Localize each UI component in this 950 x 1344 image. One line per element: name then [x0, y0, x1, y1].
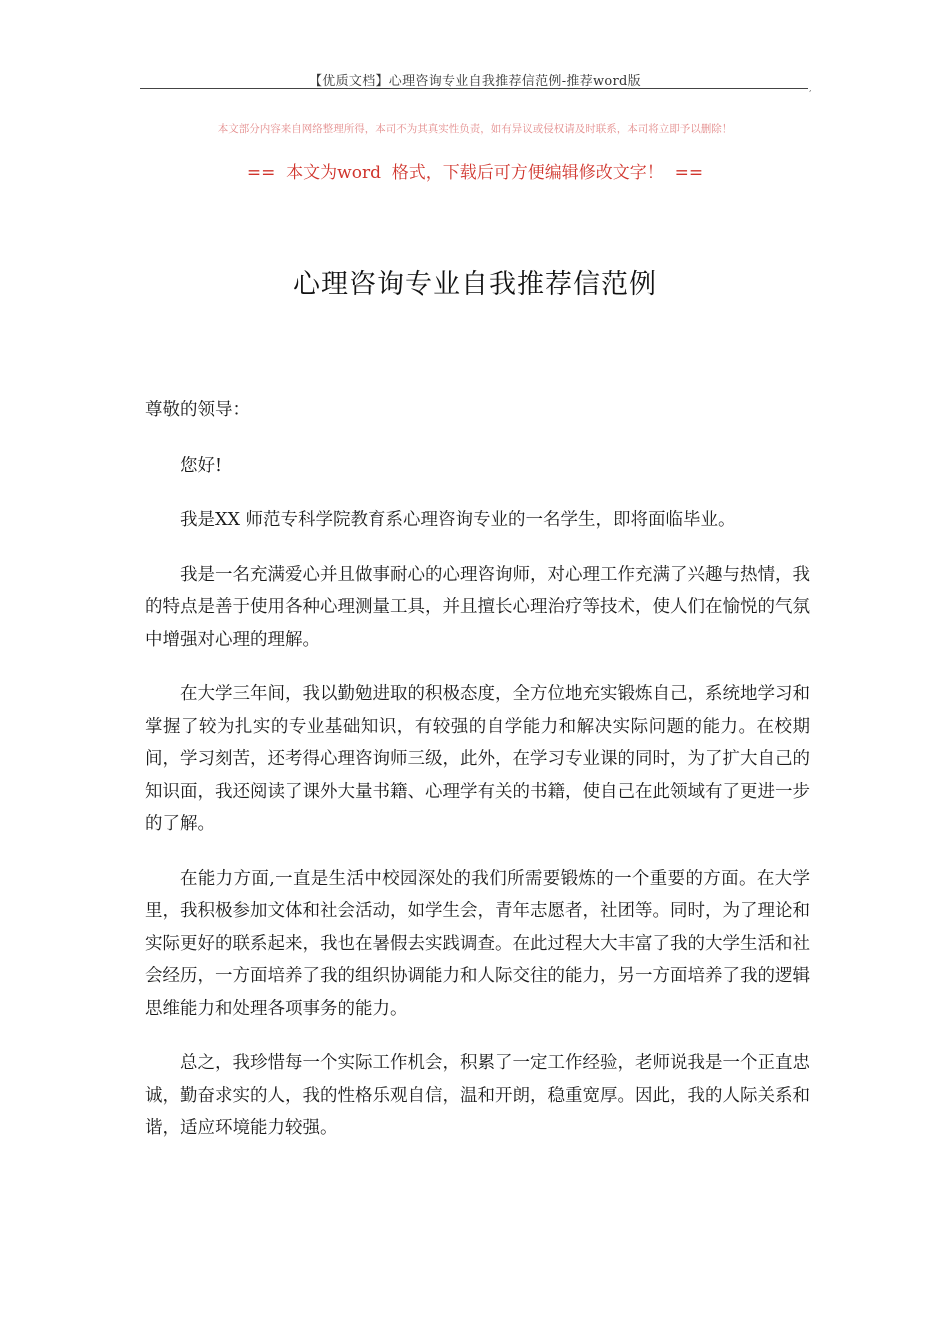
header-rule — [140, 88, 808, 89]
salutation: 尊敬的领导： — [145, 400, 250, 420]
paragraph-intro: 我是XX 师范专科学院教育系心理咨询专业的一名学生，即将面临毕业。 — [180, 510, 736, 530]
paragraph-greeting: 您好! — [180, 455, 223, 476]
page-title: 心理咨询专业自我推荐信范例 — [293, 269, 657, 300]
letter-body — [145, 394, 810, 1167]
paragraph-study: 在大学三年间，我以勤勉进取的积极态度，全方位地充实锻炼自己，系统地学习和掌握了较为扎实的专业基础知识，有较强的自学能力和解决实际问题的能力。在校期间，学习刻苦，还考得心理咨询师三级，此外，在学习专业课的同时，为了扩大自己的知识面，我还阅读了课外大量书籍、心理学有关的书籍，使自己在此领域有了更进一步的了解。 — [145, 684, 810, 834]
disclaimer-text: 本文部分内容来自网络整理所得，本司不为其真实性负责，如有异议或侵权请及时联系，本司将立即予以删除！ — [217, 123, 733, 135]
word-format-notice: == 本文为word 格式，下载后可方便编辑修改文字！ == — [246, 163, 704, 183]
running-header: 【优质文档】心理咨询专业自我推荐信范例-推荐word版 — [309, 74, 641, 89]
paragraph-summary: 总之，我珍惜每一个实际工作机会，积累了一定工作经验，老师说我是一个正直忠诚，勤奋求实的人，我的性格乐观自信，温和开朗，稳重宽厚。因此，我的人际关系和谐，适应环境能力较强。 — [145, 1053, 810, 1138]
paragraph-traits: 我是一名充满爱心并且做事耐心的心理咨询师，对心理工作充满了兴趣与热情，我的特点是善于使用各种心理测量工具，并且擅长心理治疗等技术，使人们在愉悦的气氛中增强对心理的理解。 — [145, 564, 810, 650]
header-mark: , — [809, 84, 812, 93]
paragraph-abilities: 在能力方面,一直是生活中校园深处的我们所需要锻炼的一个重要的方面。在大学里，我积极参加文体和社会活动，如学生会，青年志愿者，社团等。同时，为了理论和实际更好的联系起来，我也在暑假去实践调查。在此过程大大丰富了我的大学生活和社会经历，一方面培养了我的组织协调能力和人际交往的能力，另一方面培养了我的逻辑思维能力和处理各项事务的能力。 — [145, 868, 810, 1019]
